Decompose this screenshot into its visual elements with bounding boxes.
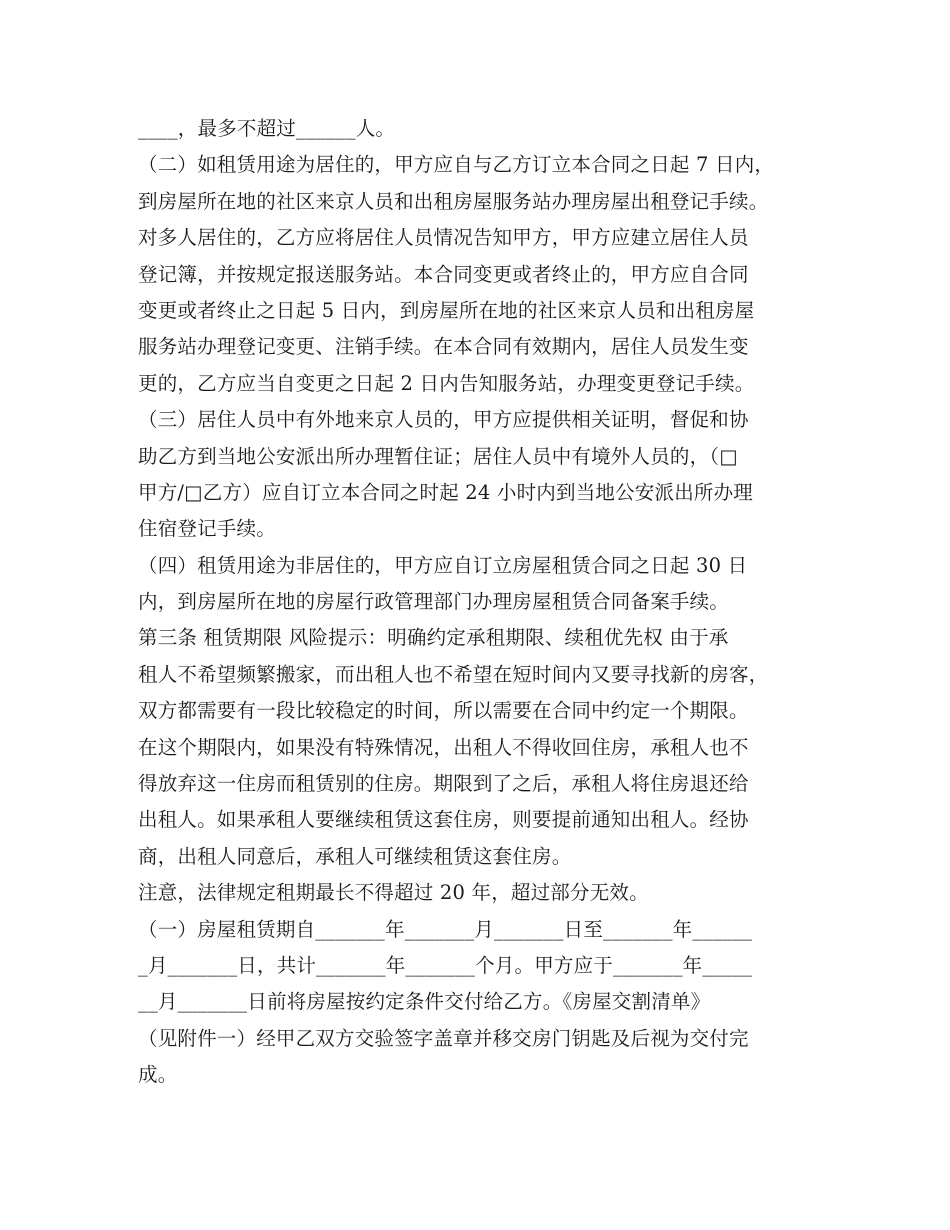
text-line: ____，最多不超过______人。 bbox=[138, 117, 396, 140]
text-line: （三）居住人员中有外地来京人员的，甲方应提供相关证明，督促和协 bbox=[138, 408, 749, 432]
text-line: 住宿登记手续。 bbox=[138, 517, 276, 541]
text-line: （四）租赁用途为非居住的，甲方应自订立房屋租赁合同之日起 30 日 bbox=[138, 553, 748, 577]
text-line: __月_______日前将房屋按约定条件交付给乙方。《房屋交割清单》 bbox=[138, 990, 711, 1014]
text-line: 变更或者终止之日起 5 日内，到房屋所在地的社区来京人员和出租房屋 bbox=[138, 298, 755, 322]
text-line: 登记簿，并按规定报送服务站。本合同变更或者终止的，甲方应自合同 bbox=[138, 262, 749, 286]
text-line: 服务站办理登记变更、注销手续。在本合同有效期内，居住人员发生变 bbox=[138, 335, 749, 359]
text-line: （二）如租赁用途为居住的，甲方应自与乙方订立本合同之日起 7 日内， bbox=[138, 153, 775, 177]
text-line: 在这个期限内，如果没有特殊情况，出租人不得收回住房，承租人也不 bbox=[138, 735, 749, 759]
text-line: （见附件一）经甲乙双方交验签字盖章并移交房门钥匙及后视为交付完 bbox=[138, 1026, 749, 1050]
text-line: 租人不希望频繁搬家，而出租人也不希望在短时间内又要寻找新的房客， bbox=[138, 662, 769, 686]
text-line: （一）房屋租赁期自_______年_______月_______日至_______年______ bbox=[138, 917, 753, 941]
text-line: _月_______日，共计_______年_______个月。甲方应于_______年_____ bbox=[138, 953, 753, 977]
text-line: 第三条 租赁期限 风险提示：明确约定承租期限、续租优先权 由于承 bbox=[138, 626, 729, 650]
text-line: 商，出租人同意后，承租人可继续租赁这套住房。 bbox=[138, 844, 572, 868]
text-line: 内，到房屋所在地的房屋行政管理部门办理房屋租赁合同备案手续。 bbox=[138, 590, 730, 614]
text-line: 对多人居住的，乙方应将居住人员情况告知甲方，甲方应建立居住人员 bbox=[138, 226, 749, 250]
text-line: 更的，乙方应当自变更之日起 2 日内告知服务站，办理变更登记手续。 bbox=[138, 371, 755, 395]
text-line: 出租人。如果承租人要继续租赁这套住房，则要提前通知出租人。经协 bbox=[138, 808, 749, 832]
text-line: 成。 bbox=[138, 1063, 178, 1087]
document-body bbox=[138, 111, 838, 1094]
text-line: 得放弃这一住房而租赁别的住房。期限到了之后，承租人将住房退还给 bbox=[138, 772, 749, 796]
text-line: 助乙方到当地公安派出所办理暂住证；居住人员中有境外人员的，（□ bbox=[138, 444, 738, 468]
text-line: 甲方/□乙方）应自订立本合同之时起 24 小时内到当地公安派出所办理 bbox=[138, 480, 754, 504]
text-line: 到房屋所在地的社区来京人员和出租房屋服务站办理房屋出租登记手续。 bbox=[138, 189, 769, 213]
text-line: 注意，法律规定租期最长不得超过 20 年，超过部分无效。 bbox=[138, 881, 649, 905]
text-line: 双方都需要有一段比较稳定的时间，所以需要在合同中约定一个期限。 bbox=[138, 699, 749, 723]
